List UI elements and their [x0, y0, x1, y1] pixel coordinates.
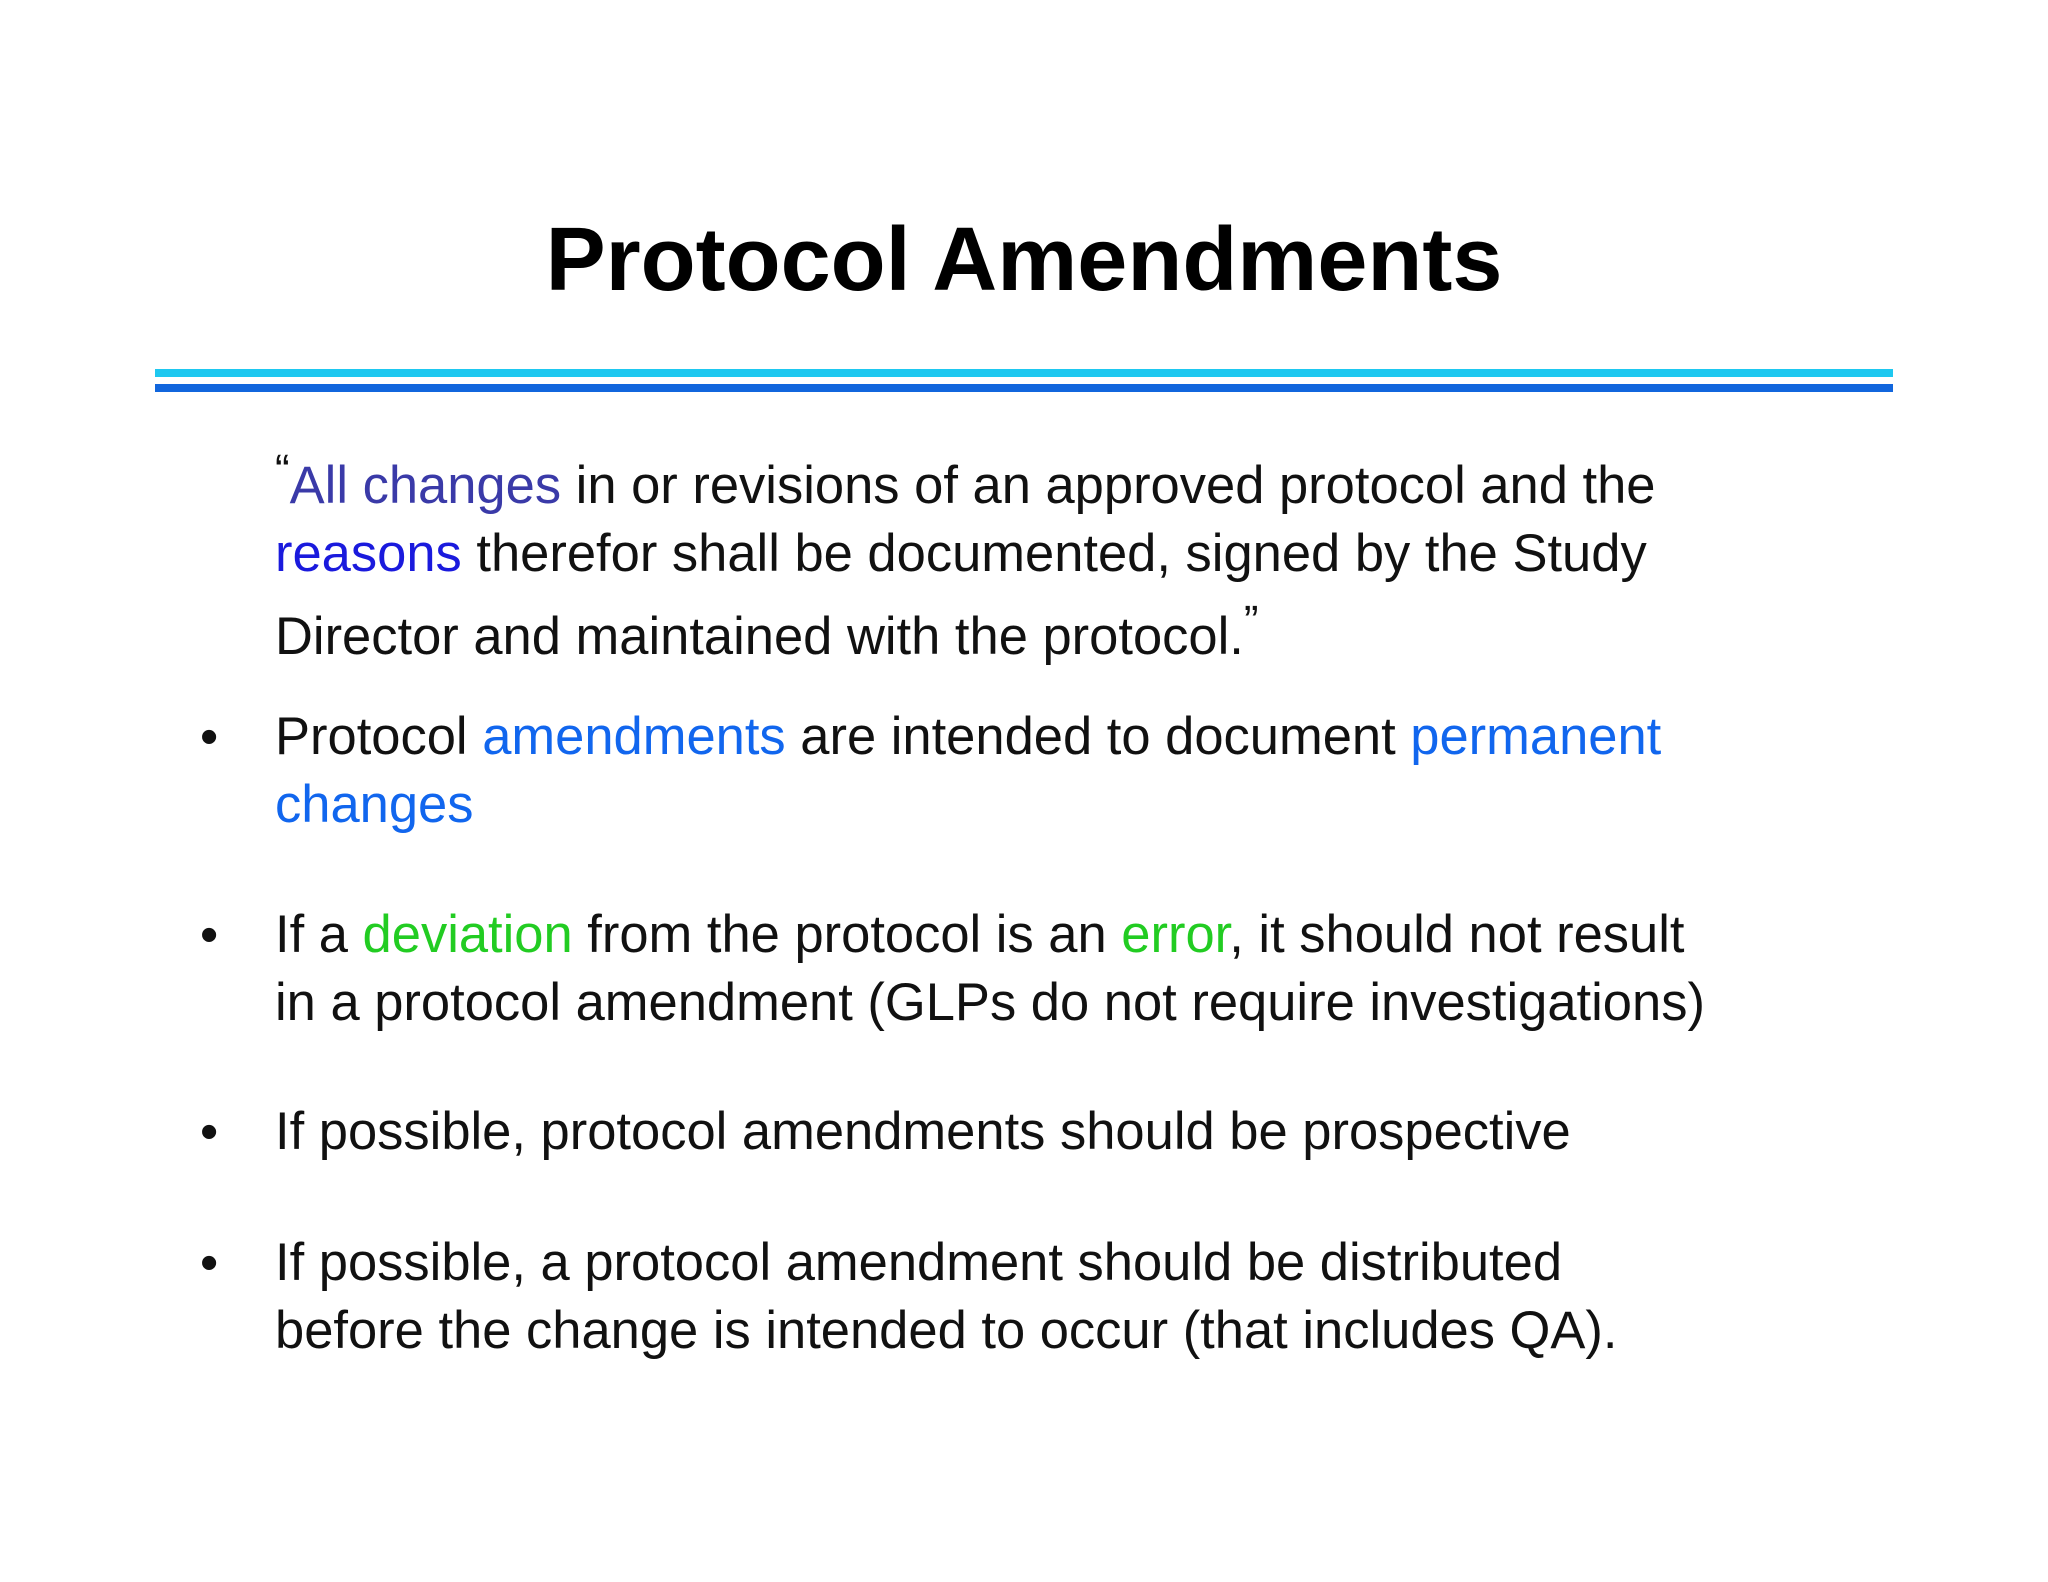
title-rule-light [155, 369, 1893, 377]
bullet-item-permanent-changes [275, 703, 1895, 839]
slide-title: Protocol Amendments [545, 210, 1503, 310]
bullet-text: before the change is intended to occur (that includes QA). [275, 1301, 1618, 1360]
bullet-text: from the protocol is an [572, 905, 1122, 964]
quote-line-1 [275, 437, 1895, 520]
quote-highlight-all-changes: All changes [289, 456, 562, 515]
bullet-text: Protocol [275, 707, 483, 766]
quote-text: in or revisions of an approved protocol and the [561, 456, 1656, 515]
bullet-marker: • [200, 906, 219, 964]
bullet-text: , it should not result [1229, 905, 1685, 964]
bullet-line [275, 703, 1895, 771]
title-rule-dark [155, 384, 1893, 392]
quote-line-3 [275, 588, 1895, 671]
close-quote-mark: ” [1243, 597, 1259, 646]
quote-highlight-reasons: reasons [275, 524, 462, 583]
bullet-item-distribution [275, 1229, 1895, 1365]
bullet-text: If possible, protocol amendments should be prospective [275, 1102, 1571, 1161]
bullet-line [275, 1229, 1895, 1297]
bullet-line [275, 901, 1895, 969]
bullet-item-prospective [275, 1098, 1895, 1166]
bullet-marker: • [200, 1103, 219, 1161]
quote-line-2 [275, 520, 1895, 588]
bullet-text: in a protocol amendment (GLPs do not require investigations) [275, 973, 1705, 1032]
highlight-amendments: amendments [482, 707, 786, 766]
bullet-text: are intended to document [785, 707, 1411, 766]
quote-text: therefor shall be documented, signed by the Study [461, 524, 1647, 583]
bullet-marker: • [200, 708, 219, 766]
bullet-line [275, 969, 1895, 1037]
bullet-text: If a [275, 905, 363, 964]
bullet-line [275, 1297, 1895, 1365]
bullet-text: If possible, a protocol amendment should be distributed [275, 1233, 1563, 1292]
bullet-line [275, 1098, 1895, 1166]
bullet-marker: • [200, 1234, 219, 1292]
highlight-error: error [1121, 905, 1230, 964]
highlight-changes: changes [275, 775, 474, 834]
bullet-item-deviation-error [275, 901, 1895, 1037]
highlight-permanent: permanent [1410, 707, 1662, 766]
quote-text: Director and maintained with the protocol. [275, 607, 1244, 666]
open-quote-mark: “ [275, 446, 290, 495]
quote-paragraph [275, 437, 1895, 671]
bullet-line [275, 771, 1895, 839]
highlight-deviation: deviation [362, 905, 573, 964]
